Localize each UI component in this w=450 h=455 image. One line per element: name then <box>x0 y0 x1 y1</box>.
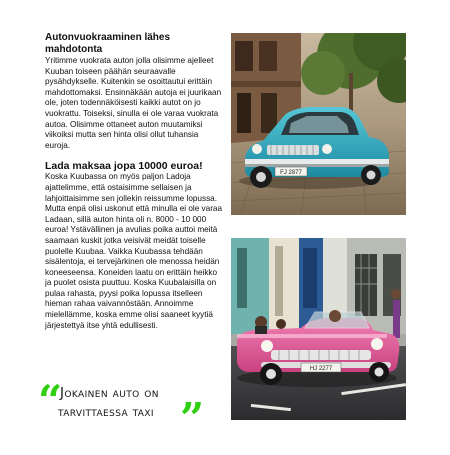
quote-line-1: Jokainen auto on <box>60 385 159 401</box>
open-quote-icon: “ <box>38 376 63 425</box>
quote-line-2: tarvittaessa taxi <box>58 405 154 420</box>
close-quote-icon: ” <box>180 394 205 443</box>
heading-car-rental: Autonvuokraaminen lähes mahdotonta <box>45 32 171 55</box>
photo-turquoise-classic-car <box>231 33 406 215</box>
article-text <box>45 32 223 331</box>
license-plate-1: FJ 2877 <box>280 170 302 176</box>
section-lada-price <box>45 160 223 331</box>
pull-quote <box>38 376 216 443</box>
photo-pink-convertible <box>231 238 406 420</box>
section-car-rental <box>45 32 223 151</box>
paragraph-car-rental: Yritimme vuokrata auton jolla olisimme ajelleet Kuuban toiseen päähän seuraavalle pysähdykselle. Kuitenkin se osoittautui erittäin mahdottomaksi. Ensinnäkään autoja ei juurikaan ole, joten todennäköisesti kaikki autot on jo vuokrattu. Toiseksi, sinulla ei ole varaa vuokrata autoa. Olisimme ottaneet auton muutamiksi viikoiksi mutta sen hinta olisi ollut tuhansia euroja. <box>45 56 222 150</box>
heading-lada-price: Lada maksaa jopa 10000 euroa! <box>45 160 203 173</box>
license-plate-2: HJ 2277 <box>309 366 333 372</box>
paragraph-lada-price: Koska Kuubassa on myös paljon Ladoja ajattelimme, että ostaisimme sellaisen ja lahjoittaisimme sen jollekin reissumme lopussa. Mutta enpä olisi uskonut että minulla ei ole varaa Ladaan, sillä auton hinta oli n. 8000 - 10 000 euroa! Ystävällinen ja avulias poika auttoi meitä saamaan kuskit jotka veisivät meidät toiselle puolelle Kuubaa. Vaikka Kuubassa tehdään sisälentoja, ei tervejärkinen ole menossa heidän koneeseensa. Koneiden laatu on erittäin heikko ja puolet osista puuttuu. Koska Kuubalaisilla on pulaa rahasta, pyysi poika lopussa itselleen hieman rahaa vaivannöstään. Annoimme mielellämme, koska emme olisi saaneet kyytiä järjestettyä itse yhtä edullisesti. <box>45 172 223 330</box>
